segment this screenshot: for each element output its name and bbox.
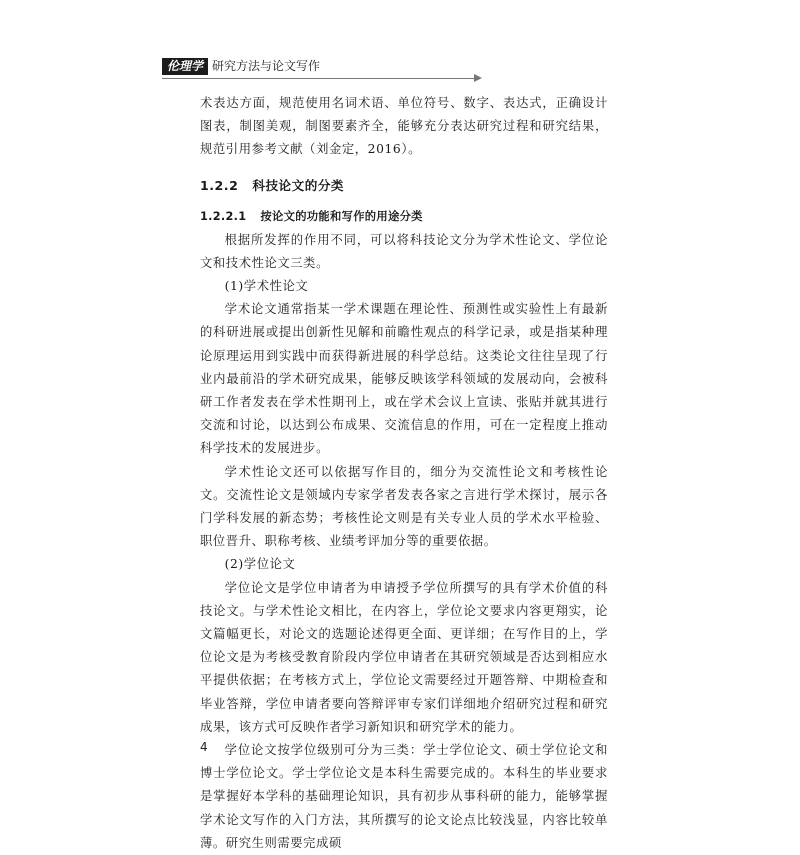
page-number: 4	[200, 740, 208, 754]
section-number: 1.2.2	[200, 177, 239, 193]
running-header-title: 研究方法与论文写作	[212, 59, 321, 73]
paragraph-classification: 根据所发挥的作用不同，可以将科技论文分为学术性论文、学位论文和技术性论文三类。	[200, 232, 608, 270]
paragraph-degree-2: 学位论文按学位级别可分为三类：学士学位论文、硕士学位论文和博士学位论文。学士学位论文是本科生需要完成的。本科生的毕业要求是掌握好本学科的基础理论知识，具有初步从事科研的能力，能够掌握学术论文写作的入门方法，其所撰写的论文论点比较浅显，内容比较单薄。研究生则需要完成硕	[200, 743, 608, 850]
page-body	[200, 92, 608, 855]
section-title: 科技论文的分类	[252, 177, 345, 193]
book-series-badge: 伦理学	[162, 58, 208, 75]
subsection-number: 1.2.2.1	[200, 209, 247, 223]
paragraph-degree-1: 学位论文是学位申请者为申请授予学位所撰写的具有学术价值的科技论文。与学术性论文相比，在内容上，学位论文要求内容更翔实，论文篇幅更长，对论文的选题论述得更全面、更详细；在写作目的上，学位论文是为考核受教育阶段内学位申请者在其研究领域是否达到相应水平提供依据；在考核方式上，学位论文需要经过开题答辩、中期检查和毕业答辩，学位申请者要向答辩评审专家们详细地介绍研究过程和研究成果，该方式可反映作者学习新知识和研究学术的能力。	[200, 580, 608, 734]
paragraph-academic-1: 学术论文通常指某一学术课题在理论性、预测性或实验性上有最新的科研进展或提出创新性见解和前瞻性观点的科学记录，或是指某种理论原理运用到实践中而获得新进展的科学总结。这类论文往往呈现了行业内最前沿的学术研究成果，能够反映该学科领域的发展动向，会被科研工作者发表在学术性期刊上，或在学术会议上宣读、张贴并就其进行交流和讨论，以达到公布成果、交流信息的作用，可在一定程度上推动科学技术的发展进步。	[200, 302, 608, 456]
subsection-title: 按论文的功能和写作的用途分类	[260, 209, 423, 223]
running-header	[160, 55, 490, 81]
subsection-heading	[200, 206, 608, 228]
subheading-academic-paper: (1)学术性论文	[224, 279, 309, 294]
section-heading	[200, 176, 608, 196]
paragraph-academic-2: 学术性论文还可以依据写作目的，细分为交流性论文和考核性论文。交流性论文是领域内专家学者发表各家之言进行学术探讨，展示各门学科发展的新态势；考核性论文则是有关专业人员的学术水平检验、职位晋升、职称考核、业绩考评加分等的重要依据。	[200, 464, 608, 549]
subheading-degree-paper: (2)学位论文	[224, 557, 296, 572]
header-arrow-icon	[474, 74, 482, 82]
paragraph-intro: 术表达方面，规范使用名词术语、单位符号、数字、表达式，正确设计图表，制图美观，制图要素齐全，能够充分表达研究过程和研究结果，规范引用参考文献（刘金定，2016）。	[200, 96, 608, 157]
header-rule	[162, 78, 476, 79]
